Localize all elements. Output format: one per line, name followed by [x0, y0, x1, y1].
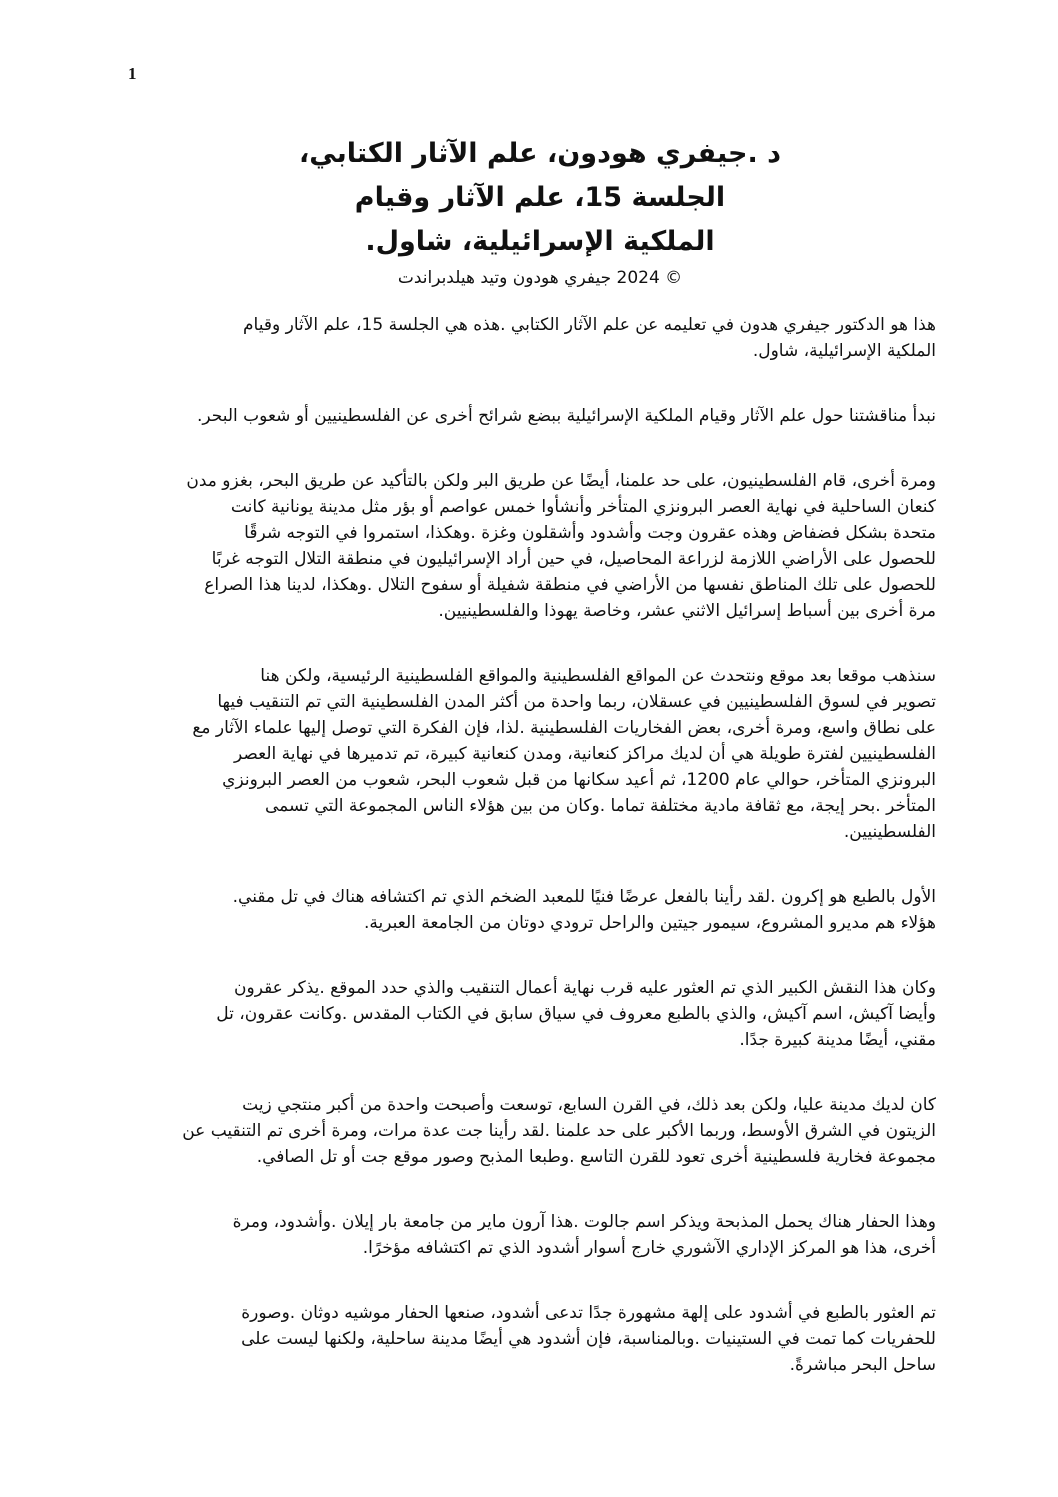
paragraph-line: كنعان الساحلية في نهاية العصر البرونزي المتأخر وأنشأوا خمس عواصم أو بؤر مثل مدينة يونانية كانت [230, 497, 936, 517]
paragraph-line: الزيتون في الشرق الأوسط، وربما الأكبر على حد علمنا .لقد رأينا جت عدة مرات، ومرة أخرى تم التنقيب عن [182, 1121, 936, 1141]
paragraph-line: أخرى، هذا هو المركز الإداري الآشوري خارج أسوار أشدود الذي تم اكتشافه مؤخرًا. [362, 1238, 936, 1258]
paragraph-line: مجموعة فخارية فلسطينية أخرى تعود للقرن التاسع .وطبعا المذبح وصور موقع جت أو تل الصافي. [256, 1147, 936, 1167]
paragraph-olive-oil [128, 1092, 936, 1170]
paragraph-line: للحصول على تلك المناطق نفسها من الأراضي في منطقة شفيلة أو سفوح التلال .وهكذا، لدينا هذا الصراع [204, 575, 936, 595]
paragraph-ashdod [128, 1300, 936, 1378]
paragraph-line: مرة أخرى بين أسباط إسرائيل الاثني عشر، وخاصة يهوذا والفلسطينيين. [438, 601, 936, 621]
paragraph-line: على نطاق واسع، ومرة أخرى، بعض الفخاريات الفلسطينية .لذا، فإن الفكرة التي توصل إليها علماء الآثار مع [192, 718, 936, 738]
title-line-1: د .جيفري هودون، علم الآثار الكتابي، [299, 138, 781, 169]
paragraph-line: الملكية الإسرائيلية، شاول. [752, 341, 936, 361]
paragraph-line: الفلسطينيين لفترة طويلة هي أن لديك مراكز كنعانية، ومدن كنعانية كبيرة، تم تدميرها في نهاية العصر [234, 744, 936, 764]
paragraph-philistine-invasion [128, 468, 936, 624]
paragraph-line: المتأخر .بحر إيجة، مع ثقافة مادية مختلفة تماما .وكان من بين هؤلاء الناس المجموعة التي تسمى [265, 796, 936, 816]
paragraph-line: البرونزي المتأخر، حوالي عام 1200، ثم أعيد سكانها من قبل شعوب البحر، شعوب من العصر البرونزي [222, 770, 936, 790]
paragraph-line: الفلسطينيين. [843, 822, 936, 842]
paragraph-line: هذا هو الدكتور جيفري هدون في تعليمه عن علم الآثار الكتابي .هذه هي الجلسة 15، علم الآثار وقيام [243, 315, 936, 335]
paragraph-line: تم العثور بالطبع في أشدود على إلهة مشهورة جدًا تدعى أشدود، صنعها الحفار موشيه دوثان .وصورة [241, 1303, 936, 1323]
title-line-3: الملكية الإسرائيلية، شاول. [365, 226, 715, 257]
copyright-notice: © 2024 جيفري هودون وتيد هيلدبراندت [397, 268, 683, 288]
paragraph-goliath [128, 1209, 936, 1261]
paragraph-line: الأول بالطبع هو إكرون .لقد رأينا بالفعل عرضًا فنيًا للمعبد الضخم الذي تم اكتشافه هناك في تل مقني. [232, 887, 936, 907]
paragraph-opening [128, 403, 936, 429]
page-number: 1 [128, 64, 137, 83]
paragraph-line: هؤلاء هم مديرو المشروع، سيمور جيتين والراحل ترودي دوتان من الجامعة العبرية. [363, 913, 936, 933]
paragraph-line: للحصول على الأراضي اللازمة لزراعة المحاصيل، في حين أراد الإسرائيليون في منطقة التلال التوجه غربًا [211, 549, 936, 569]
paragraph-ekron [128, 884, 936, 936]
document-title-block [180, 132, 900, 292]
paragraph-line: تصوير في لسوق الفلسطينيين في عسقلان، ربما واحدة من أكثر المدن الفلسطينية التي تم التنقيب فيها [217, 692, 936, 712]
paragraph-line: نبدأ مناقشتنا حول علم الآثار وقيام الملكية الإسرائيلية ببضع شرائح أخرى عن الفلسطينيين أو شعوب البحر. [196, 406, 936, 426]
paragraph-intro [128, 312, 936, 364]
paragraph-line: ساحل البحر مباشرةً. [789, 1355, 936, 1375]
paragraph-line: وأيضا آكيش، اسم آكيش، والذي بالطبع معروف في سياق سابق في الكتاب المقدس .وكانت عقرون، تل [216, 1004, 936, 1024]
document-body [128, 312, 936, 1417]
paragraph-philistine-sites [128, 663, 936, 845]
paragraph-line: ومرة أخرى، قام الفلسطينيون، على حد علمنا، أيضًا عن طريق البر ولكن بالتأكيد عن طريق البحر، بغزو مدن [186, 471, 936, 491]
paragraph-line: وهذا الحفار هناك يحمل المذبحة ويذكر اسم جالوت .هذا آرون ماير من جامعة بار إيلان .وأشدود، ومرة [232, 1212, 936, 1232]
paragraph-line: وكان هذا النقش الكبير الذي تم العثور عليه قرب نهاية أعمال التنقيب والذي حدد الموقع .يذكر عقرون [234, 978, 936, 998]
paragraph-line: كان لديك مدينة عليا، ولكن بعد ذلك، في القرن السابع، توسعت وأصبحت واحدة من أكبر منتجي زيت [242, 1095, 936, 1115]
paragraph-line: للحفريات كما تمت في الستينيات .وبالمناسبة، فإن أشدود هي أيضًا مدينة ساحلية، ولكنها ليست على [241, 1329, 936, 1349]
paragraph-inscription [128, 975, 936, 1053]
title-line-2: الجلسة 15، علم الآثار وقيام [354, 182, 726, 213]
paragraph-line: متحدة بشكل فضفاض وهذه عقرون وجت وأشدود وأشقلون وغزة .وهكذا، استمروا في التوجه شرقًا [244, 523, 936, 543]
paragraph-line: مقني، أيضًا مدينة كبيرة جدًا. [739, 1030, 936, 1050]
paragraph-line: سنذهب موقعا بعد موقع ونتحدث عن المواقع الفلسطينية والمواقع الفلسطينية الرئيسية، ولكن هنا [260, 666, 936, 686]
